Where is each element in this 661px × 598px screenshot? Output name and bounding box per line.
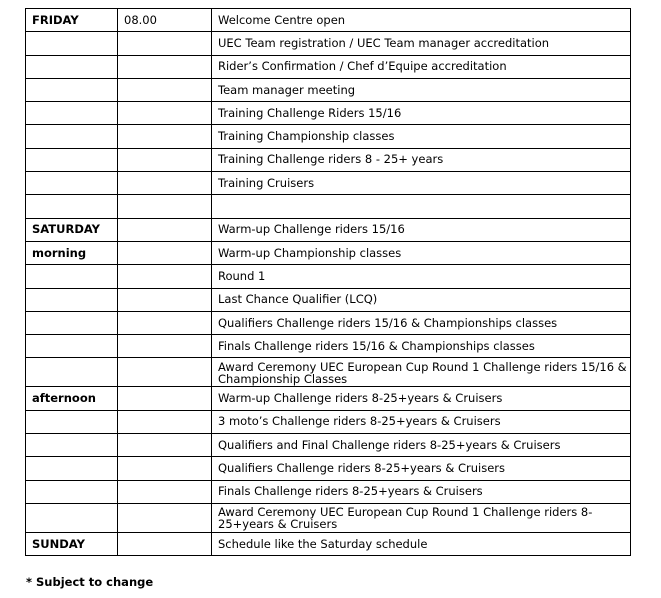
- schedule-row: [26, 78, 631, 101]
- day-cell: [26, 288, 118, 311]
- time-cell: [118, 480, 212, 503]
- activity-cell: Award Ceremony UEC European Cup Round 1 Challenge riders 15/16 & Championship Classes: [212, 358, 631, 387]
- time-cell: [118, 387, 212, 410]
- time-cell: [118, 102, 212, 125]
- activity-cell: UEC Team registration / UEC Team manager accreditation: [212, 32, 631, 55]
- activity-cell: Qualifiers and Final Challenge riders 8-25+years & Cruisers: [212, 434, 631, 457]
- activity-cell: Warm-up Challenge riders 8-25+years & Cruisers: [212, 387, 631, 410]
- time-cell: [118, 265, 212, 288]
- time-cell: [118, 457, 212, 480]
- time-cell: [118, 241, 212, 264]
- schedule-row: [26, 358, 631, 387]
- day-cell: [26, 125, 118, 148]
- time-cell: [118, 288, 212, 311]
- day-cell: [26, 55, 118, 78]
- schedule-row: [26, 9, 631, 32]
- schedule-row: [26, 241, 631, 264]
- day-cell: [26, 102, 118, 125]
- activity-cell: Finals Challenge riders 8-25+years & Cruisers: [212, 480, 631, 503]
- schedule-row: [26, 457, 631, 480]
- time-cell: [118, 434, 212, 457]
- activity-cell: Training Challenge riders 8 - 25+ years: [212, 148, 631, 171]
- footnote: * Subject to change: [26, 575, 154, 589]
- time-cell: [118, 32, 212, 55]
- schedule-row: [26, 32, 631, 55]
- day-cell: [26, 335, 118, 358]
- schedule-row: [26, 335, 631, 358]
- schedule-row: [26, 503, 631, 532]
- day-cell: SUNDAY: [26, 532, 118, 555]
- schedule-row: [26, 102, 631, 125]
- schedule-row: [26, 410, 631, 433]
- schedule-row: [26, 55, 631, 78]
- schedule-row: [26, 311, 631, 334]
- day-cell: [26, 358, 118, 387]
- schedule-row: [26, 288, 631, 311]
- time-cell: [118, 218, 212, 241]
- activity-cell: Last Chance Qualifier (LCQ): [212, 288, 631, 311]
- time-cell: [118, 195, 212, 218]
- schedule-row: [26, 172, 631, 195]
- activity-cell: [212, 195, 631, 218]
- day-cell: [26, 480, 118, 503]
- time-cell: [118, 55, 212, 78]
- day-cell: [26, 265, 118, 288]
- activity-cell: Qualifiers Challenge riders 15/16 & Championships classes: [212, 311, 631, 334]
- activity-cell: Finals Challenge riders 15/16 & Championships classes: [212, 335, 631, 358]
- activity-cell: Welcome Centre open: [212, 9, 631, 32]
- time-cell: [118, 503, 212, 532]
- day-cell: [26, 410, 118, 433]
- activity-cell: Award Ceremony UEC European Cup Round 1 Challenge riders 8-25+years & Cruisers: [212, 503, 631, 532]
- activity-cell: Training Championship classes: [212, 125, 631, 148]
- schedule-row: [26, 480, 631, 503]
- schedule-row: [26, 195, 631, 218]
- activity-cell: 3 moto’s Challenge riders 8-25+years & Cruisers: [212, 410, 631, 433]
- schedule-row: [26, 387, 631, 410]
- activity-cell: Qualifiers Challenge riders 8-25+years & Cruisers: [212, 457, 631, 480]
- schedule-row: [26, 265, 631, 288]
- day-cell: [26, 148, 118, 171]
- time-cell: [118, 311, 212, 334]
- activity-cell: Rider’s Confirmation / Chef d’Equipe accreditation: [212, 55, 631, 78]
- day-cell: [26, 195, 118, 218]
- schedule-row: [26, 148, 631, 171]
- activity-cell: Team manager meeting: [212, 78, 631, 101]
- activity-cell: Warm-up Challenge riders 15/16: [212, 218, 631, 241]
- time-cell: [118, 335, 212, 358]
- day-cell: SATURDAY: [26, 218, 118, 241]
- day-cell: [26, 32, 118, 55]
- day-cell: [26, 434, 118, 457]
- schedule-table: [25, 8, 631, 556]
- day-cell: [26, 311, 118, 334]
- day-cell: [26, 172, 118, 195]
- time-cell: [118, 125, 212, 148]
- activity-cell: Warm-up Championship classes: [212, 241, 631, 264]
- day-cell: FRIDAY: [26, 9, 118, 32]
- time-cell: [118, 172, 212, 195]
- schedule-table-body: [26, 9, 631, 556]
- day-cell: morning: [26, 241, 118, 264]
- time-cell: [118, 78, 212, 101]
- activity-cell: Round 1: [212, 265, 631, 288]
- activity-cell: Schedule like the Saturday schedule: [212, 532, 631, 555]
- schedule-row: [26, 218, 631, 241]
- schedule-row: [26, 434, 631, 457]
- time-cell: [118, 148, 212, 171]
- schedule-row: [26, 532, 631, 555]
- time-cell: [118, 532, 212, 555]
- day-cell: [26, 78, 118, 101]
- activity-cell: Training Cruisers: [212, 172, 631, 195]
- day-cell: [26, 457, 118, 480]
- day-cell: afternoon: [26, 387, 118, 410]
- activity-cell: Training Challenge Riders 15/16: [212, 102, 631, 125]
- day-cell: [26, 503, 118, 532]
- time-cell: 08.00: [118, 9, 212, 32]
- time-cell: [118, 358, 212, 387]
- time-cell: [118, 410, 212, 433]
- schedule-row: [26, 125, 631, 148]
